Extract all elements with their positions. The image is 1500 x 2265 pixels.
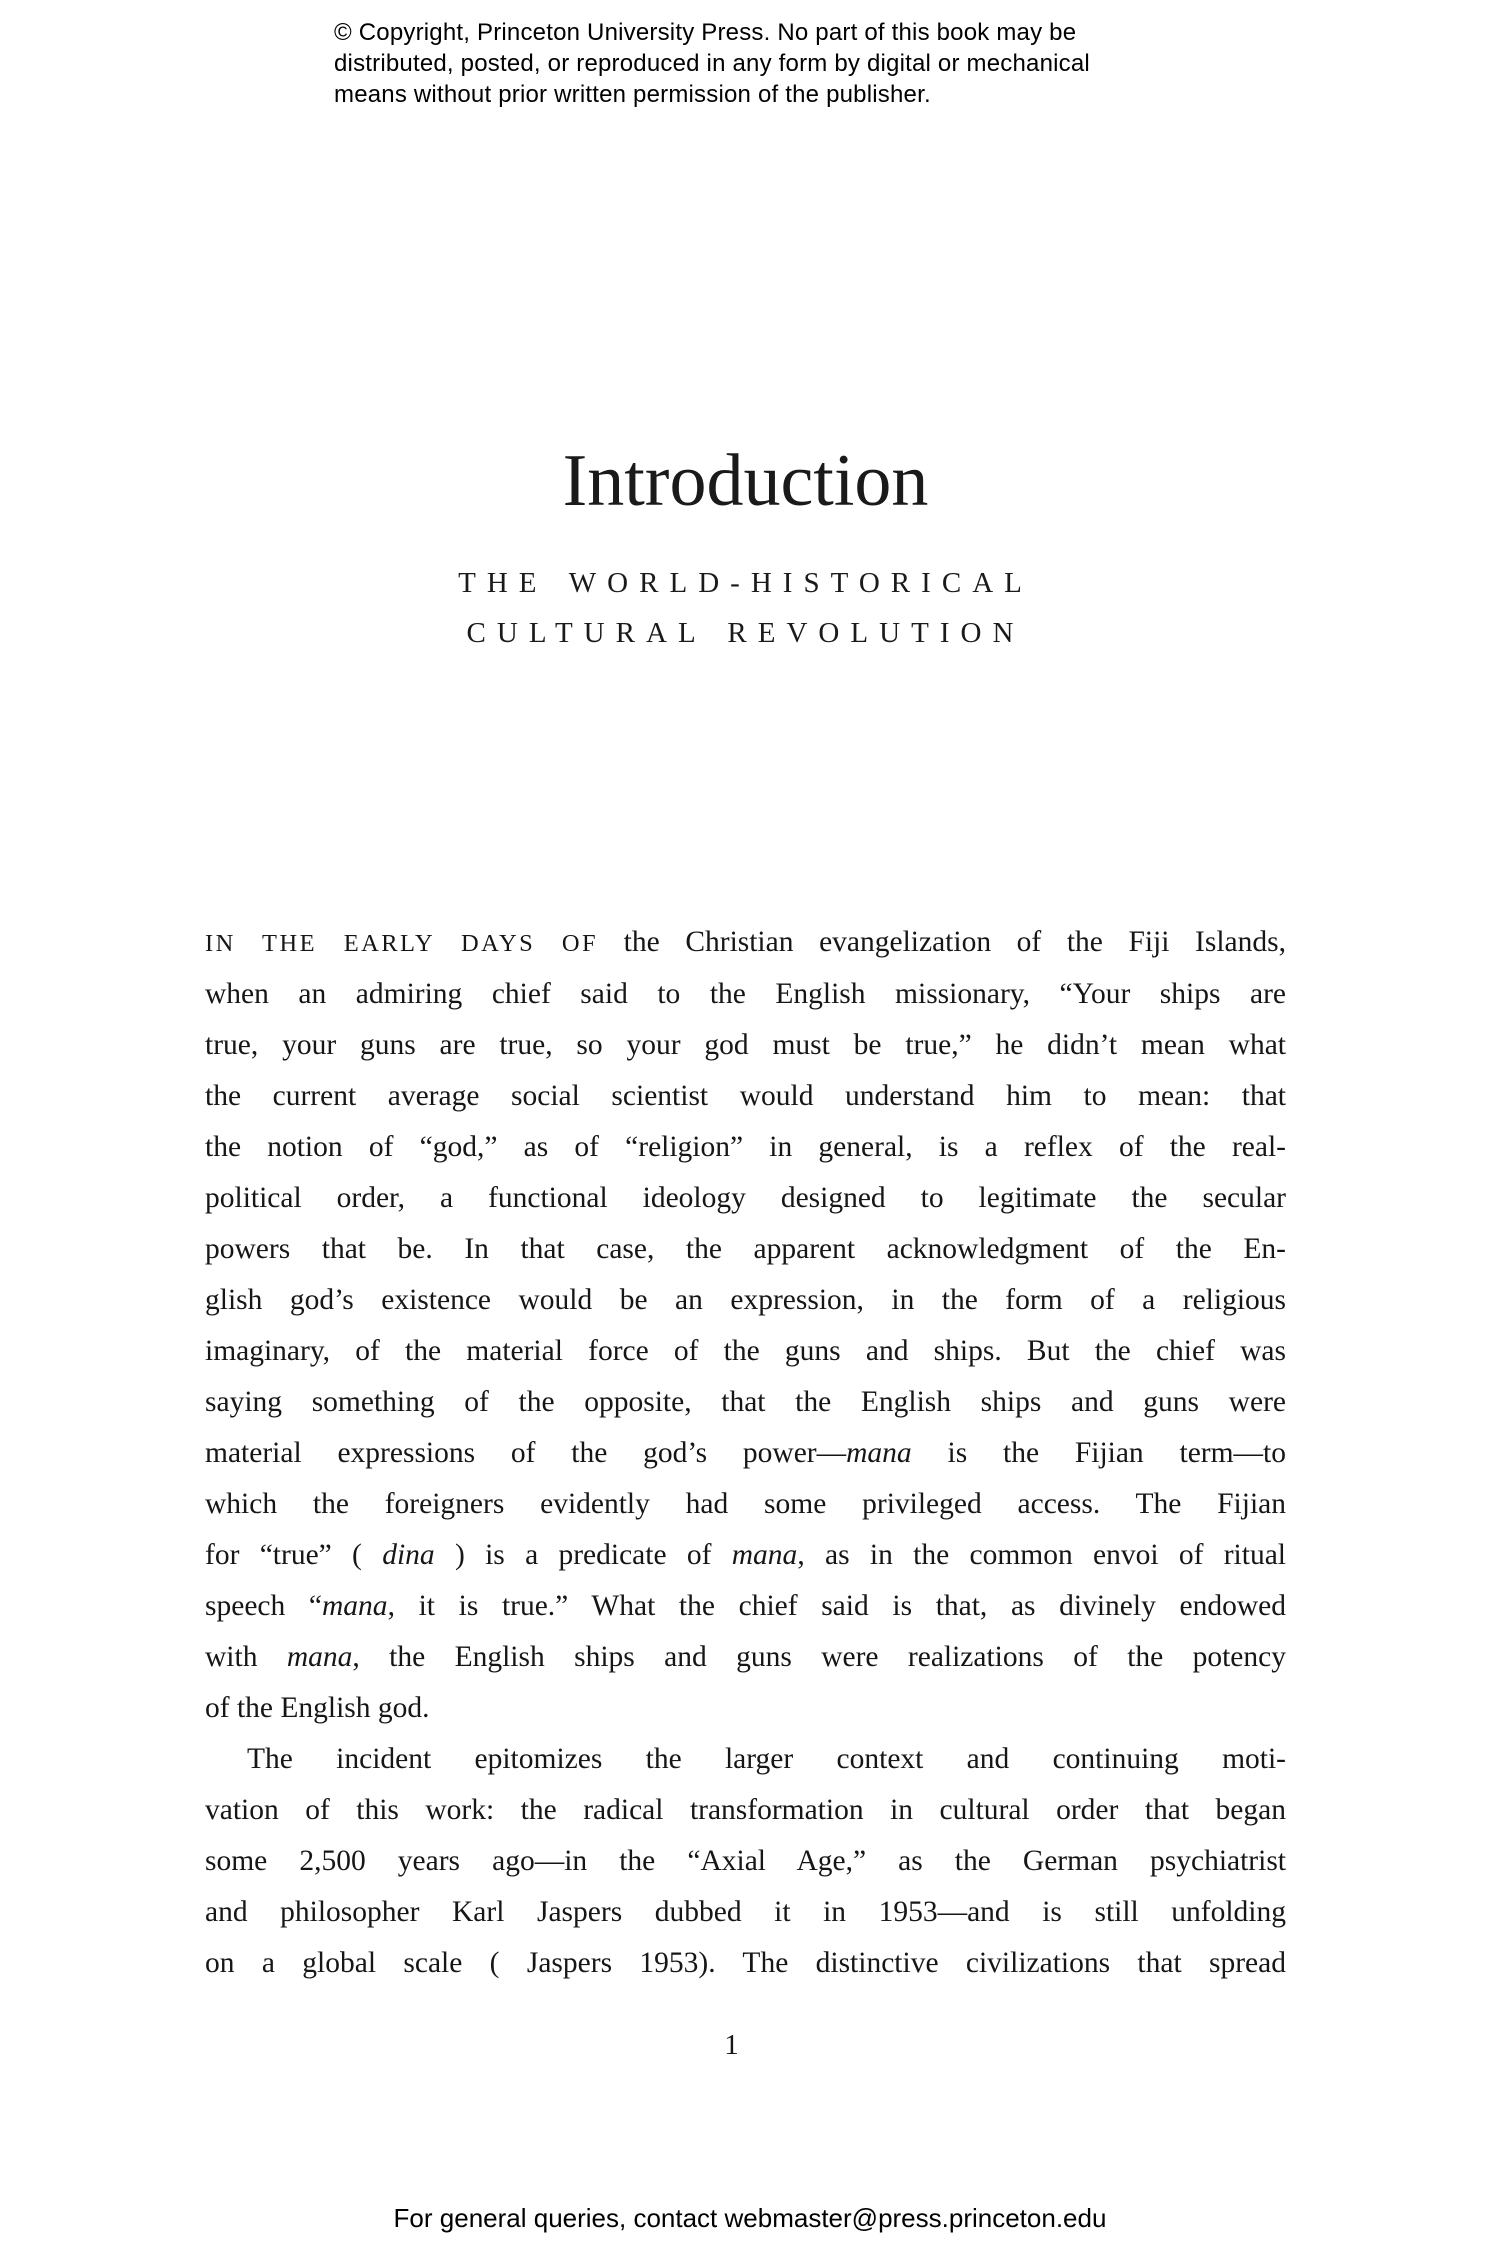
text-segment: powers that be. In that case, the apparent acknowledgment of the En- (205, 1233, 1286, 1265)
text-segment: of the English god. (205, 1692, 430, 1724)
body-line (205, 1224, 1286, 1275)
text-segment: imaginary, of the material force of the guns and ships. But the chief was (205, 1335, 1286, 1367)
text-segment: , the English ships and guns were realizations of the potency (352, 1641, 1286, 1673)
text-segment: mana (846, 1437, 912, 1469)
text-segment: some 2,500 years ago—in the “Axial Age,” as the German psychiatrist (205, 1845, 1286, 1877)
text-segment: IN THE EARLY DAYS OF (205, 930, 599, 957)
text-segment: on a global scale ( Jaspers 1953). The distinctive civilizations that spread (205, 1947, 1286, 1979)
text-segment: for “true” ( (205, 1539, 383, 1571)
text-segment: and philosopher Karl Jaspers dubbed it in 1953—and is still unfolding (205, 1896, 1286, 1928)
text-segment: saying something of the opposite, that the English ships and guns were (205, 1386, 1286, 1418)
text-segment: is the Fijian term—to (911, 1437, 1287, 1469)
body-line (205, 1836, 1286, 1887)
subtitle-line: CULTURAL REVOLUTION (466, 617, 1025, 649)
text-segment: with (205, 1641, 287, 1673)
text-segment: the notion of “god,” as of “religion” in general, is a reflex of the real- (205, 1131, 1286, 1163)
copyright-notice (334, 17, 1090, 110)
body-line (205, 969, 1286, 1020)
text-segment: glish god’s existence would be an expression, in the form of a religious (205, 1284, 1286, 1316)
body-line (205, 1734, 1286, 1785)
text-segment: the Christian evangelization of the Fiji Islands, (598, 926, 1286, 958)
text-segment: , as in the common envoi of ritual (797, 1539, 1286, 1571)
text-segment: ) is a predicate of (434, 1539, 732, 1571)
body-line (205, 1428, 1286, 1479)
body-line (205, 1122, 1286, 1173)
body-line (205, 1326, 1286, 1377)
text-segment: material expressions of the god’s power— (205, 1437, 847, 1469)
body-line (205, 1377, 1286, 1428)
body-line (205, 1275, 1286, 1326)
body-line (205, 1071, 1286, 1122)
text-segment: the current average social scientist would understand him to mean: that (205, 1080, 1286, 1112)
chapter-subtitle (205, 558, 1286, 658)
body-line (205, 1632, 1286, 1683)
copyright-line: © Copyright, Princeton University Press. No part of this book may be (334, 19, 1077, 46)
body-line (205, 1938, 1286, 1989)
text-segment: true, your guns are true, so your god must be true,” he didn’t mean what (205, 1029, 1286, 1061)
text-segment: vation of this work: the radical transformation in cultural order that began (205, 1794, 1286, 1826)
text-segment: political order, a functional ideology designed to legitimate the secular (205, 1182, 1286, 1214)
body-line (205, 1785, 1286, 1836)
body-line (205, 917, 1286, 969)
body-line (205, 1581, 1286, 1632)
text-segment: mana (286, 1641, 353, 1673)
text-segment: which the foreigners evidently had some privileged access. The Fijian (205, 1488, 1286, 1520)
body-line (205, 1479, 1286, 1530)
text-segment: mana (731, 1539, 798, 1571)
text-segment: , it is true.” What the chief said is that, as divinely endowed (387, 1590, 1286, 1622)
text-segment: mana (322, 1590, 388, 1622)
body-line (205, 1530, 1286, 1581)
copyright-line: means without prior written permission of the publisher. (334, 81, 931, 108)
text-segment: dina (382, 1539, 435, 1571)
body-line (205, 1683, 1286, 1734)
text-segment: speech “ (205, 1590, 322, 1622)
footer (0, 2203, 1500, 2234)
footer-text: For general queries, contact (393, 2203, 725, 2233)
body-line (205, 1173, 1286, 1224)
email-link[interactable]: webmaster@press.princeton.edu (724, 2203, 1107, 2233)
body-text (205, 917, 1286, 1989)
subtitle-line: THE WORLD-HISTORICAL (458, 567, 1033, 599)
copyright-line: distributed, posted, or reproduced in any form by digital or mechanical (334, 50, 1090, 77)
text-segment: when an admiring chief said to the English missionary, “Your ships are (205, 978, 1286, 1010)
chapter-title: Introduction (562, 440, 929, 522)
body-line (205, 1020, 1286, 1071)
text-segment: The incident epitomizes the larger context and continuing moti- (247, 1743, 1286, 1775)
page-number: 1 (724, 2029, 739, 2061)
body-line (205, 1887, 1286, 1938)
